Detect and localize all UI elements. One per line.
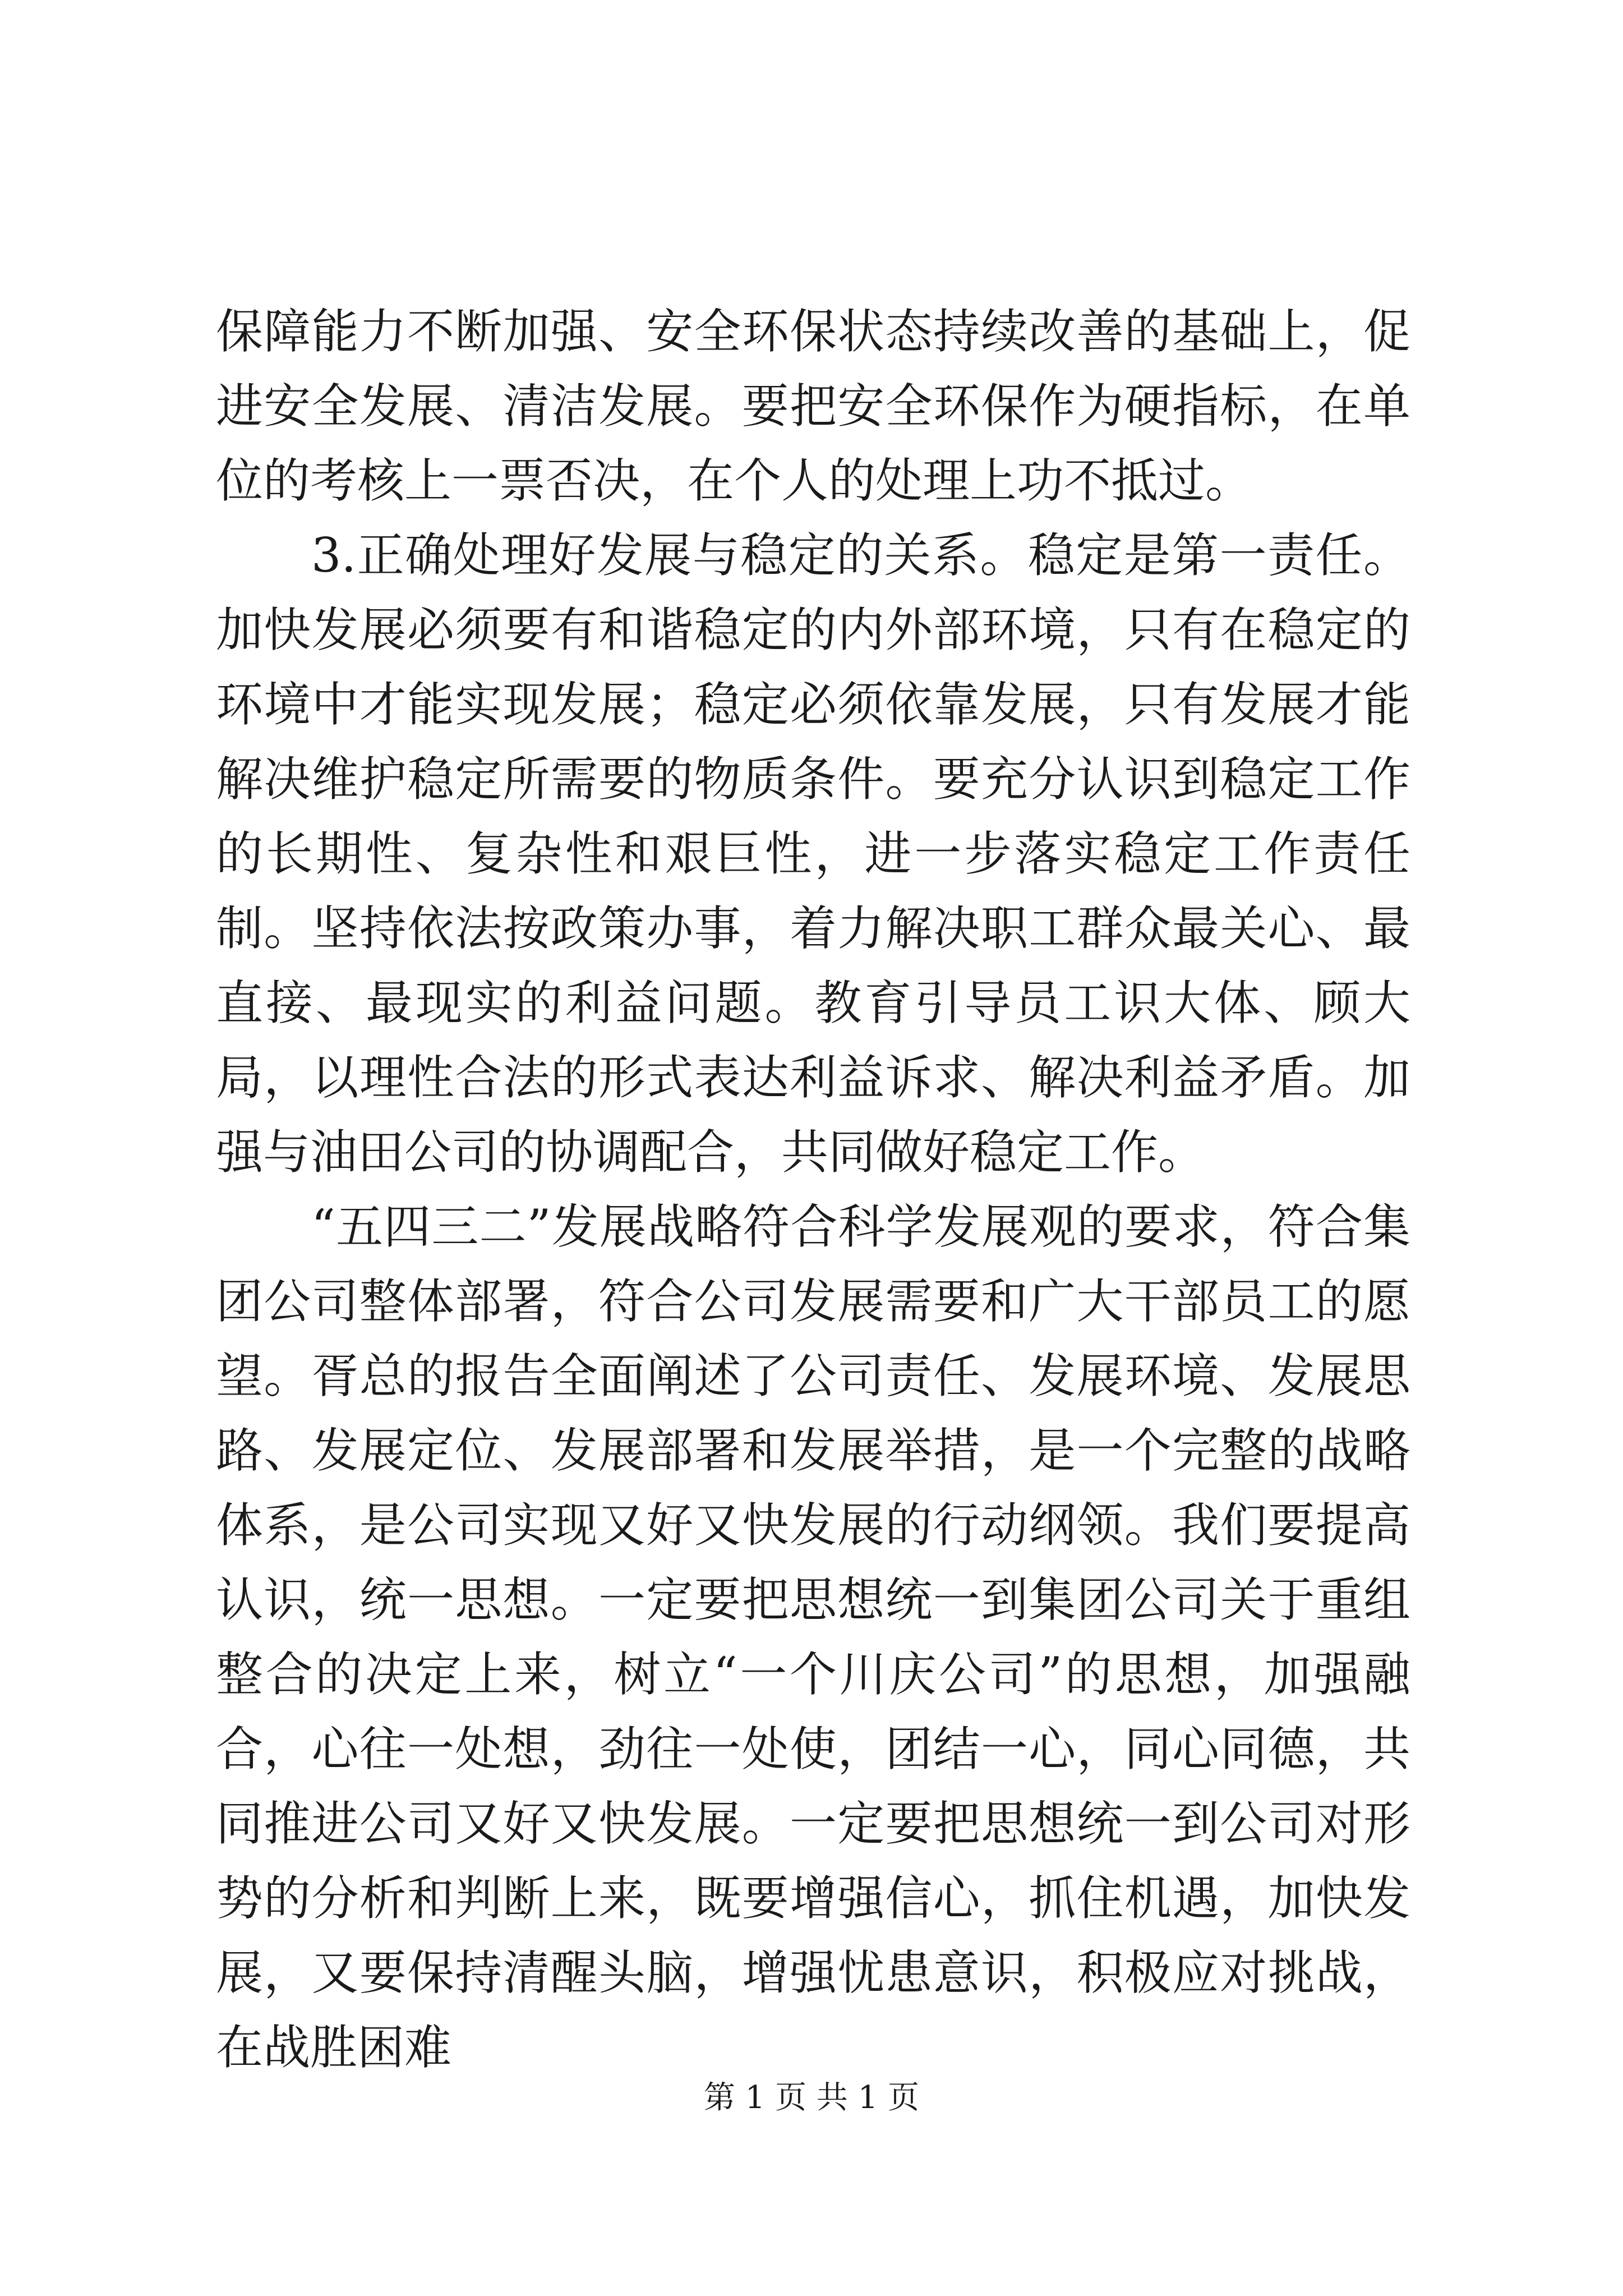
document-body: [216, 295, 1410, 2085]
paragraph-3: “五四三二”发展战略符合科学发展观的要求，符合集团公司整体部署，符合公司发展需要和广大干部员工的愿望。胥总的报告全面阐述了公司责任、发展环境、发展思路、发展定位、发展部署和发展举措，是一个完整的战略体系，是公司实现又好又快发展的行动纲领。我们要提高认识，统一思想。一定要把思想统一到集团公司关于重组整合的决定上来，树立“一个川庆公司”的思想，加强融合，心往一处想，劲往一处使，团结一心，同心同德，共同推进公司又好又快发展。一定要把思想统一到公司对形势的分析和判断上来，既要增强信心，抓住机遇，加快发展，又要保持清醒头脑，增强忧患意识，积极应对挑战，在战胜困难: [216, 1199, 1410, 2075]
paragraph-1: 保障能力不断加强、安全环保状态持续改善的基础上，促进安全发展、清洁发展。要把安全环保作为硬指标，在单位的考核上一票否决，在个人的处理上功不抵过。: [216, 304, 1410, 508]
page-number-label: 第 1 页 共 1 页: [703, 2079, 920, 2116]
page-footer: [0, 2078, 1623, 2118]
paragraph-2: 3.正确处理好发展与稳定的关系。稳定是第一责任。加快发展必须要有和谐稳定的内外部环境，只有在稳定的环境中才能实现发展；稳定必须依靠发展，只有发展才能解决维护稳定所需要的物质条件。要充分认识到稳定工作的长期性、复杂性和艰巨性，进一步落实稳定工作责任制。坚持依法按政策办事，着力解决职工群众最关心、最直接、最现实的利益问题。教育引导员工识大体、顾大局，以理性合法的形式表达利益诉求、解决利益矛盾。加强与油田公司的协调配合，共同做好稳定工作。: [216, 528, 1410, 1180]
